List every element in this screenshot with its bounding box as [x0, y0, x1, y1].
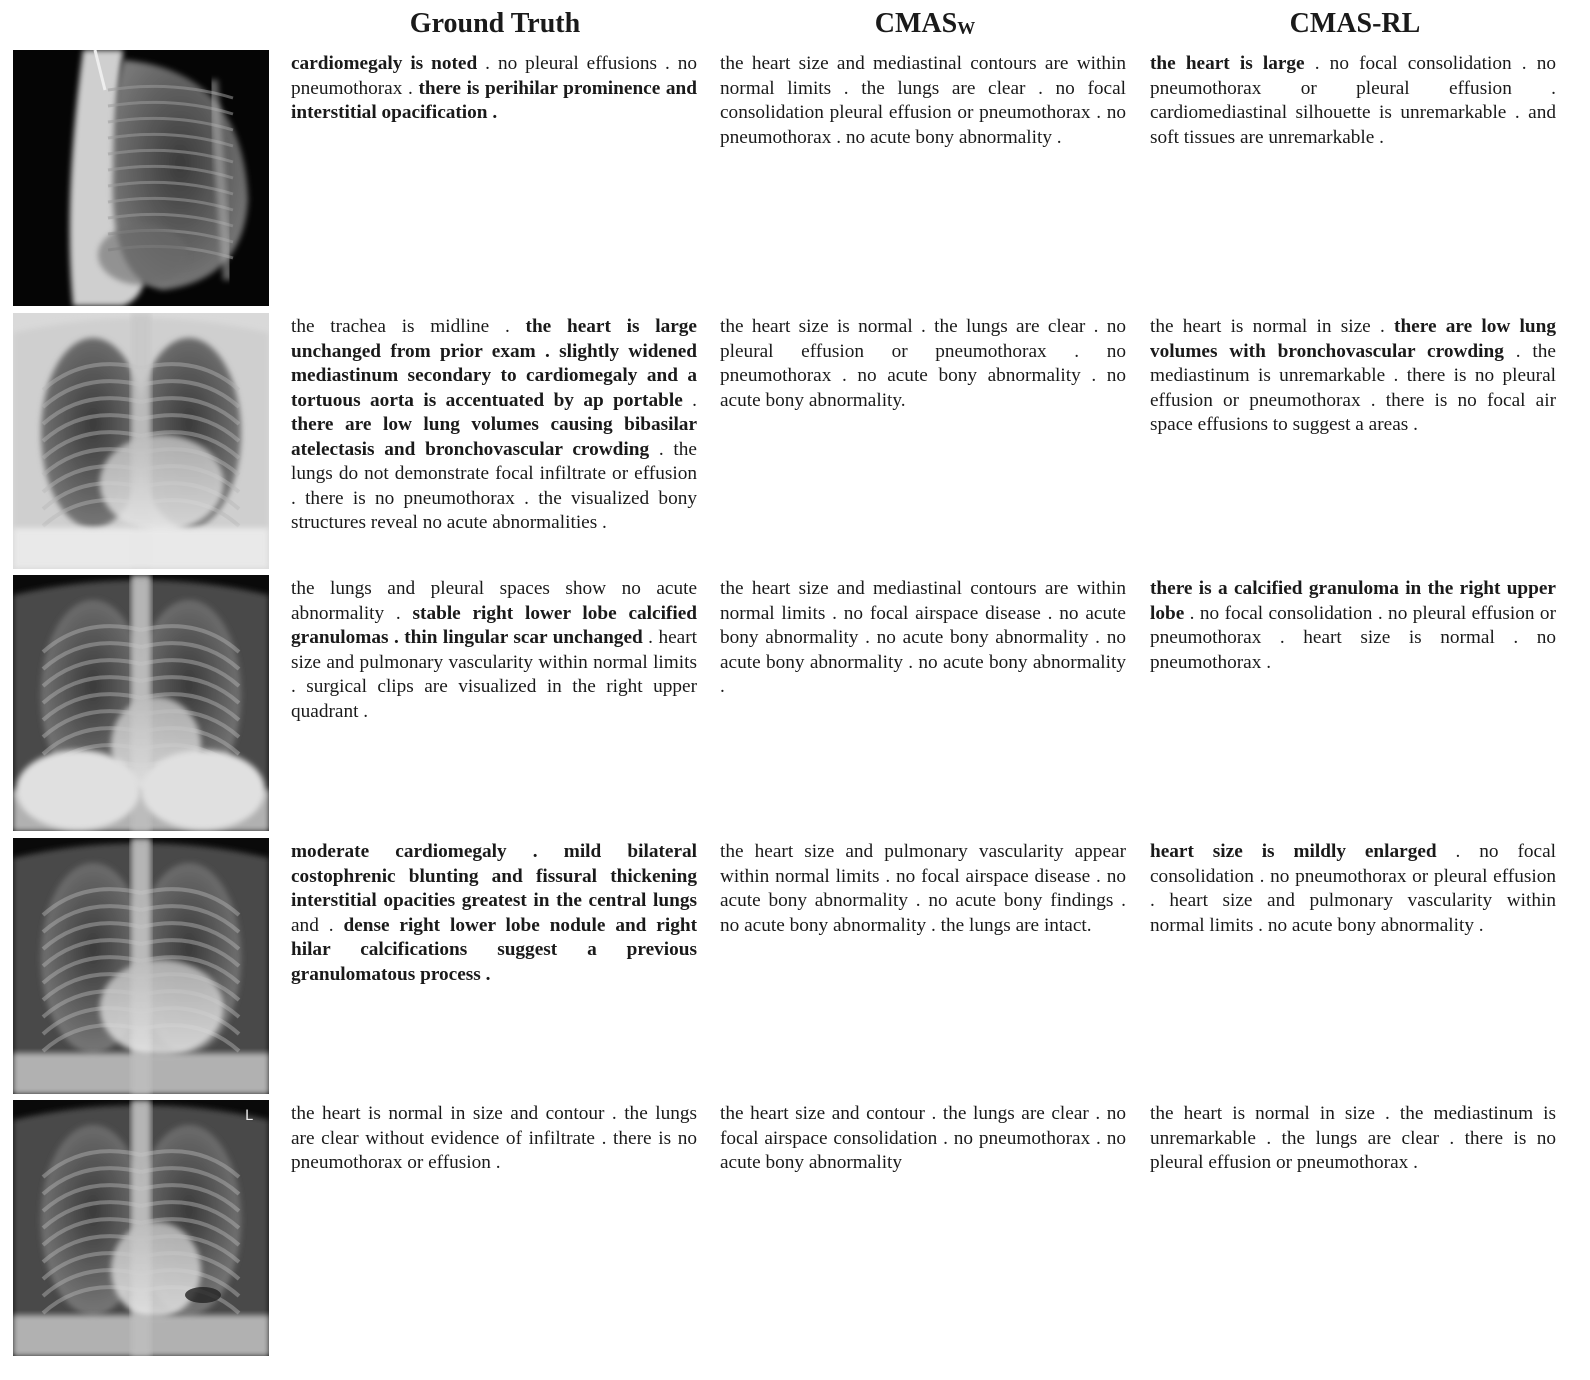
highlighted-finding: there are low lung volumes with bronchovascular crowding [1150, 316, 1556, 362]
report-text: . the mediastinum is unremarkable . there is no pleural effusion or pneumothorax . there is no focal air space effusions to suggest a areas . [1150, 340, 1556, 435]
report-text: the heart is normal in size . [1150, 316, 1395, 337]
report-text: the heart size and contour . the lungs are clear . no focal airspace consolidation . no pneumothorax . no acute bony abnormality [720, 1103, 1126, 1173]
svg-text:L: L [245, 1108, 253, 1124]
cmasw-label: CMAS [874, 8, 958, 39]
table-row [0, 1100, 1590, 1356]
highlighted-finding: cardiomegaly is noted [291, 53, 478, 74]
report-text: the heart is normal in size and contour . the lungs are clear without evidence of infiltrate . there is no pneumothorax or effusion . [291, 1103, 697, 1173]
cmasw-subscript: W [957, 18, 976, 38]
report-text: . no focal consolidation . no pneumothorax or pleural effusion . cardiomediastinal silhouette is unremarkable . and soft tissues are unremarkable . [1150, 53, 1556, 148]
highlighted-finding: moderate cardiomegaly . mild bilateral costophrenic blunting and fissural thickening interstitial opacities greatest in the central lungs [291, 841, 697, 911]
report-text: the heart size and mediastinal contours are within normal limits . no focal airspace disease . no acute bony abnormality . no acute bony abnormality . no acute bony abnormality . no acute bony abnormality . [720, 578, 1126, 697]
table-row [0, 313, 1590, 569]
cmasw-report [720, 1102, 1126, 1176]
table-row [0, 50, 1590, 306]
cmasrl-report [1150, 315, 1556, 438]
highlighted-finding: there is a calcified granuloma in the right upper lobe [1150, 578, 1556, 624]
report-text: . no pleural effusions . no pneumothorax . [291, 53, 697, 99]
chest-xray-image [13, 575, 269, 831]
cmasrl-report [1150, 1102, 1556, 1176]
highlighted-finding: heart size is mildly enlarged [1150, 841, 1437, 862]
column-header-cmasw [720, 8, 1130, 40]
report-text: the heart size is normal . the lungs are clear . no pleural effusion or pneumothorax . no pneumothorax . no acute bony abnormality . no acute bony abnormality. [720, 316, 1126, 411]
column-header-ground-truth: Ground Truth [409, 8, 581, 39]
cmasrl-report [1150, 577, 1556, 675]
highlighted-finding: dense right lower lobe nodule and right hilar calcifications suggest a previous granulomatous process . [291, 914, 697, 985]
report-text: . heart size and pulmonary vascularity within normal limits . surgical clips are visualized in the right upper quadrant . [291, 627, 697, 722]
chest-xray-image [13, 313, 269, 569]
report-text: . no focal consolidation . no pneumothorax or pleural effusion . heart size and pulmonary vascularity within normal limits . no acute bony abnormality . [1150, 841, 1556, 936]
report-text: . the lungs do not demonstrate focal infiltrate or effusion . there is no pneumothorax . the visualized bony structures reveal no acute abnormalities . [291, 438, 697, 533]
chest-xray-image [13, 50, 269, 306]
highlighted-finding: the heart is large unchanged from prior exam . slightly widened mediastinum secondary to cardiomegaly and a tortuous aorta is accentuated by ap portable [291, 316, 697, 411]
table-row [0, 575, 1590, 831]
ground-truth-report [291, 52, 697, 126]
report-text: . no focal consolidation . no pleural effusion or pneumothorax . heart size is normal . no pneumothorax . [1150, 602, 1556, 673]
report-text: and . [291, 914, 344, 936]
cmasw-report [720, 52, 1126, 150]
highlighted-finding: the heart is large [1150, 53, 1305, 74]
ground-truth-report [291, 315, 697, 536]
cmasw-report [720, 315, 1126, 413]
ground-truth-report [291, 577, 697, 724]
report-text: the heart is normal in size . the mediastinum is unremarkable . the lungs are clear . there is no pleural effusion or pneumothorax . [1150, 1103, 1556, 1173]
highlighted-finding: there are low lung volumes causing bibasilar atelectasis and bronchovascular crowding [291, 414, 697, 460]
highlighted-finding: stable right lower lobe calcified granulomas . thin lingular scar unchanged [291, 602, 697, 648]
report-text: the lungs and pleural spaces show no acute abnormality . [291, 578, 697, 624]
report-text: the trachea is midline . [291, 316, 526, 337]
report-text: . [682, 389, 697, 411]
column-header-cmasrl: CMAS-RL [1289, 8, 1421, 39]
cmasrl-report [1150, 840, 1556, 938]
ground-truth-report [291, 840, 697, 987]
ground-truth-report [291, 1102, 697, 1176]
chest-xray-image [13, 1100, 269, 1356]
chest-xray-image [13, 838, 269, 1094]
report-text: the heart size and pulmonary vascularity appear within normal limits . no focal airspace disease . no acute bony abnormality . no acute bony findings . no acute bony abnormality . the lungs are intact. [720, 841, 1126, 936]
cmasrl-report [1150, 52, 1556, 150]
cmasw-report [720, 577, 1126, 700]
highlighted-finding: there is perihilar prominence and interstitial opacification . [291, 77, 698, 123]
cmasw-report [720, 840, 1126, 938]
report-text: the heart size and mediastinal contours are within normal limits . the lungs are clear . no focal consolidation pleural effusion or pneumothorax . no pneumothorax . no acute bony abnormality . [720, 53, 1126, 148]
table-row [0, 838, 1590, 1094]
